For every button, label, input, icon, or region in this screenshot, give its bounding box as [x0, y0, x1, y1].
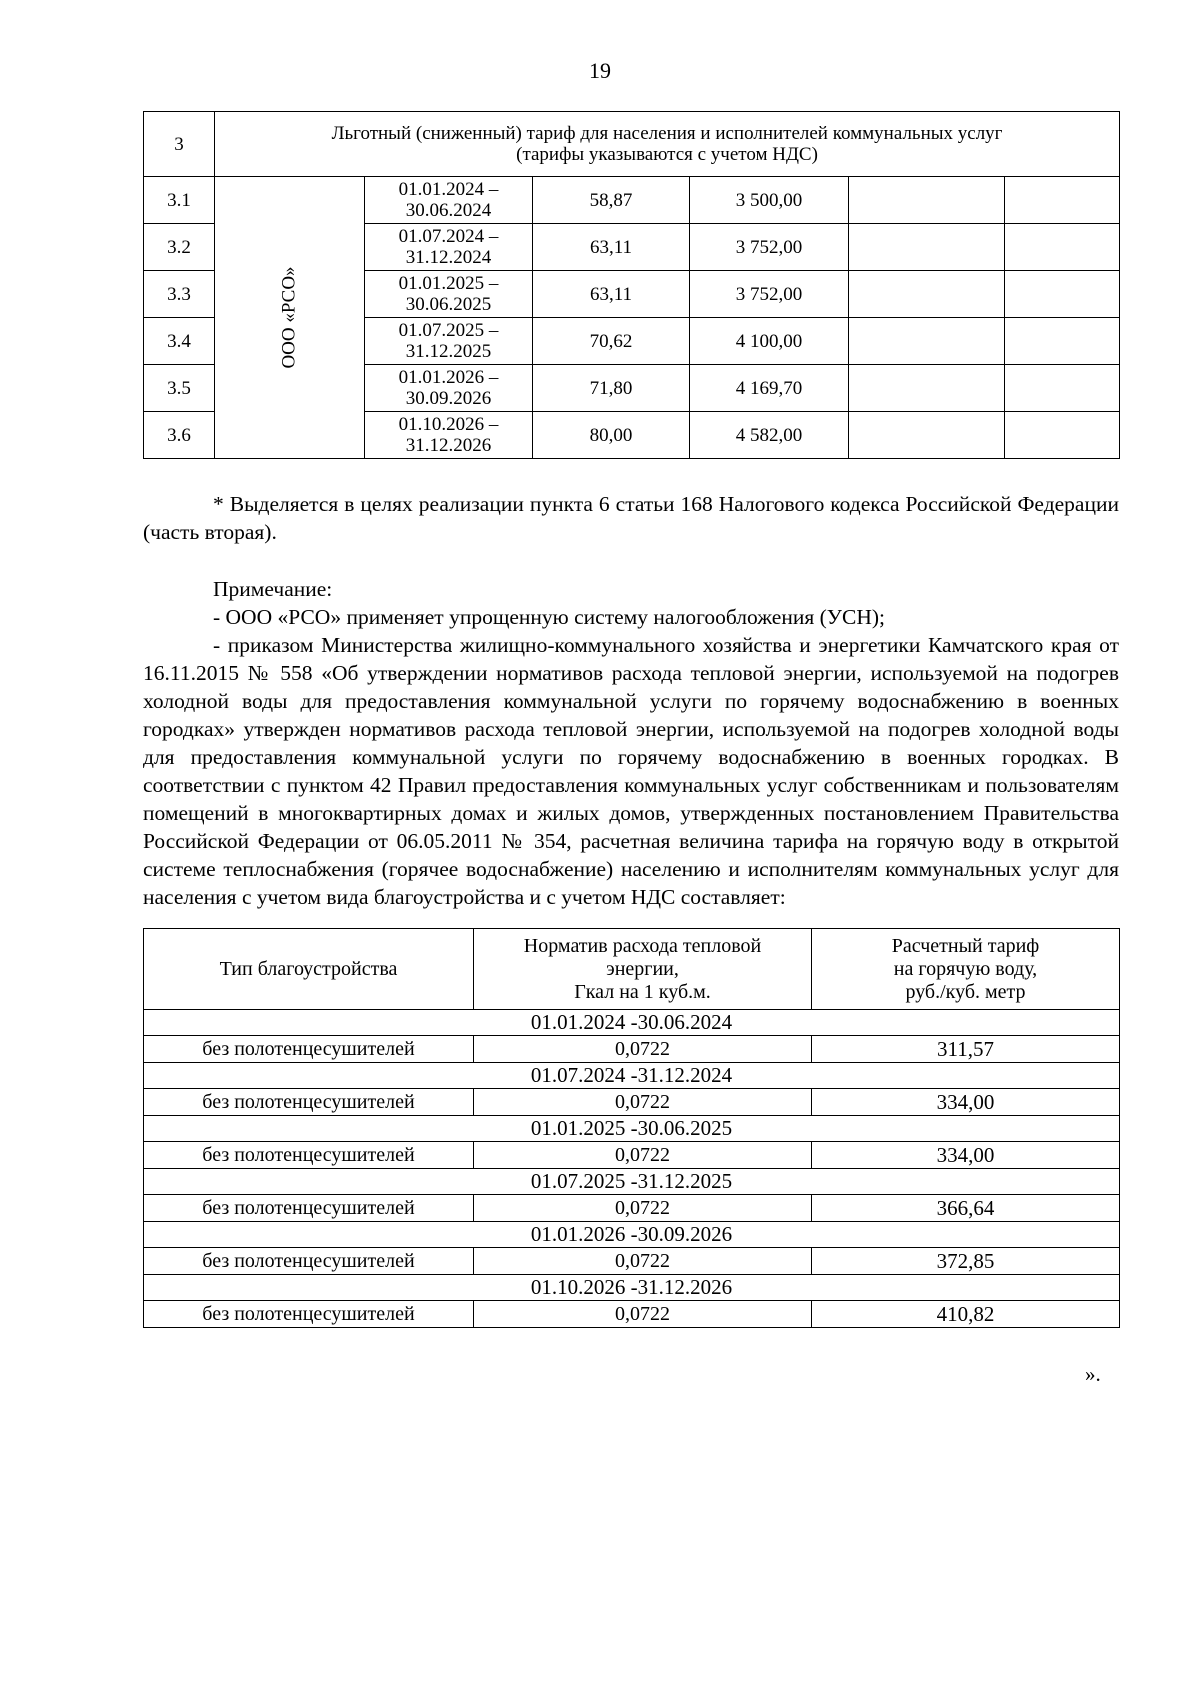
- type-cell: без полотенцесушителей: [144, 1142, 474, 1169]
- value4-cell: [1005, 224, 1120, 271]
- calculated-tariff-table: [143, 928, 1120, 1328]
- period-cell: [365, 271, 533, 318]
- value2-cell: 4 100,00: [690, 318, 849, 365]
- tariff-cell: 311,57: [812, 1036, 1120, 1063]
- table-header-row: [144, 929, 1120, 1010]
- norm-cell: 0,0722: [474, 1248, 812, 1275]
- note-item-order: - приказом Министерства жилищно-коммунального хозяйства и энергетики Камчатского края от 16.11.2015 № 558 «Об утверждении нормативов расхода тепловой энергии, используемой на подогрев холодной воды для предоставления коммунальной услуги по горячему водоснабжению в военных городках» утвержден нормативов расхода тепловой энергии, используемой на подогрев холодной воды для предоставления коммунальной услуги по горячему водоснабжению в военных городках. В соответствии с пунктом 42 Правил предоставления коммунальных услуг собственникам и пользователям помещений в многоквартирных домах и жилых домов, утвержденных постановлением Правительства Российской Федерации от 06.05.2011 № 354, расчетная величина тарифа на горячую воду в открытой системе теплоснабжения (горячее водоснабжение) населению и исполнителям коммунальных услуг для населения с учетом вида благоустройства и с учетом НДС составляет:: [143, 633, 1119, 909]
- header-type: Тип благоустройства: [144, 929, 474, 1010]
- tariff-cell: 410,82: [812, 1301, 1120, 1328]
- header-norm-line1: Норматив расхода тепловой: [523, 934, 762, 957]
- value3-cell: [849, 365, 1005, 412]
- period-cell: [365, 318, 533, 365]
- period-row: [144, 1222, 1120, 1248]
- period-label: 01.07.2024 -31.12.2024: [144, 1063, 1120, 1089]
- value1-cell: 80,00: [533, 412, 690, 459]
- type-cell: без полотенцесушителей: [144, 1301, 474, 1328]
- period-row: [144, 1116, 1120, 1142]
- tariff-cell: 334,00: [812, 1089, 1120, 1116]
- row-number: 3.3: [144, 271, 215, 318]
- note-item-usn: - ООО «РСО» применяет упрощенную систему налогообложения (УСН);: [213, 605, 886, 629]
- period-end: 30.09.2026: [405, 388, 492, 409]
- table-row: [144, 177, 1120, 224]
- value3-cell: [849, 177, 1005, 224]
- table-row: [144, 1248, 1120, 1275]
- value1-cell: 71,80: [533, 365, 690, 412]
- type-cell: без полотенцесушителей: [144, 1036, 474, 1063]
- row-number: 3.2: [144, 224, 215, 271]
- norm-cell: 0,0722: [474, 1301, 812, 1328]
- value1-cell: 70,62: [533, 318, 690, 365]
- organization-name: ООО «РСО»: [278, 266, 300, 369]
- header-tariff: [812, 929, 1120, 1010]
- tariff-table: [143, 111, 1120, 459]
- tariff-cell: 372,85: [812, 1248, 1120, 1275]
- period-start: 01.07.2024 –: [398, 226, 499, 247]
- table-row: [144, 1142, 1120, 1169]
- period-label: 01.01.2025 -30.06.2025: [144, 1116, 1120, 1142]
- header-tariff-line1: Расчетный тариф: [891, 934, 1040, 957]
- table-row: [144, 1301, 1120, 1328]
- period-cell: [365, 224, 533, 271]
- period-start: 01.07.2025 –: [398, 320, 499, 341]
- period-end: 30.06.2025: [405, 294, 492, 315]
- header-tariff-line3: руб./куб. метр: [905, 980, 1026, 1003]
- period-cell: [365, 365, 533, 412]
- period-start: 01.10.2026 –: [398, 414, 499, 435]
- value1-cell: 63,11: [533, 271, 690, 318]
- norm-cell: 0,0722: [474, 1142, 812, 1169]
- type-cell: без полотенцесушителей: [144, 1195, 474, 1222]
- value3-cell: [849, 271, 1005, 318]
- row-number: 3.5: [144, 365, 215, 412]
- value4-cell: [1005, 365, 1120, 412]
- organization-cell: [215, 177, 365, 459]
- closing-quote: ».: [1085, 1362, 1101, 1386]
- value4-cell: [1005, 177, 1120, 224]
- value2-cell: 3 752,00: [690, 271, 849, 318]
- period-end: 31.12.2026: [405, 435, 492, 456]
- section-number: 3: [144, 112, 215, 177]
- period-row: [144, 1275, 1120, 1301]
- value2-cell: 3 500,00: [690, 177, 849, 224]
- table-header-row: [144, 112, 1120, 177]
- note-block: [143, 575, 1119, 911]
- tariff-cell: 334,00: [812, 1142, 1120, 1169]
- row-number: 3.6: [144, 412, 215, 459]
- table-row: [144, 1195, 1120, 1222]
- norm-cell: 0,0722: [474, 1036, 812, 1063]
- period-end: 31.12.2024: [405, 247, 492, 268]
- period-label: 01.01.2024 -30.06.2024: [144, 1010, 1120, 1036]
- period-label: 01.01.2026 -30.09.2026: [144, 1222, 1120, 1248]
- type-cell: без полотенцесушителей: [144, 1089, 474, 1116]
- period-label: 01.10.2026 -31.12.2026: [144, 1275, 1120, 1301]
- norm-cell: 0,0722: [474, 1089, 812, 1116]
- header-norm-line2: энергии,: [606, 957, 679, 980]
- value4-cell: [1005, 318, 1120, 365]
- section-title-line2: (тарифы указываются с учетом НДС): [516, 144, 818, 165]
- value4-cell: [1005, 412, 1120, 459]
- header-norm-line3: Гкал на 1 куб.м.: [574, 980, 711, 1003]
- period-start: 01.01.2026 –: [398, 367, 499, 388]
- value2-cell: 4 169,70: [690, 365, 849, 412]
- period-end: 31.12.2025: [405, 341, 492, 362]
- section-title: [215, 112, 1120, 177]
- value1-cell: 63,11: [533, 224, 690, 271]
- header-norm: [474, 929, 812, 1010]
- period-end: 30.06.2024: [405, 200, 492, 221]
- period-row: [144, 1063, 1120, 1089]
- table-row: [144, 1036, 1120, 1063]
- value2-cell: 4 582,00: [690, 412, 849, 459]
- note-title: Примечание:: [213, 577, 333, 601]
- period-cell: [365, 412, 533, 459]
- period-row: [144, 1169, 1120, 1195]
- period-label: 01.07.2025 -31.12.2025: [144, 1169, 1120, 1195]
- value4-cell: [1005, 271, 1120, 318]
- value2-cell: 3 752,00: [690, 224, 849, 271]
- type-cell: без полотенцесушителей: [144, 1248, 474, 1275]
- value3-cell: [849, 318, 1005, 365]
- period-start: 01.01.2025 –: [398, 273, 499, 294]
- tariff-cell: 366,64: [812, 1195, 1120, 1222]
- value3-cell: [849, 224, 1005, 271]
- norm-cell: 0,0722: [474, 1195, 812, 1222]
- period-row: [144, 1010, 1120, 1036]
- page-number: 19: [589, 58, 611, 83]
- row-number: 3.1: [144, 177, 215, 224]
- section-title-line1: Льготный (сниженный) тариф для населения и исполнителей коммунальных услуг: [331, 123, 1003, 144]
- row-number: 3.4: [144, 318, 215, 365]
- value1-cell: 58,87: [533, 177, 690, 224]
- value3-cell: [849, 412, 1005, 459]
- period-cell: [365, 177, 533, 224]
- table-row: [144, 1089, 1120, 1116]
- footnote: * Выделяется в целях реализации пункта 6 статьи 168 Налогового кодекса Российской Федерации (часть вторая).: [143, 492, 1119, 544]
- period-start: 01.01.2024 –: [398, 179, 499, 200]
- header-tariff-line2: на горячую воду,: [893, 957, 1038, 980]
